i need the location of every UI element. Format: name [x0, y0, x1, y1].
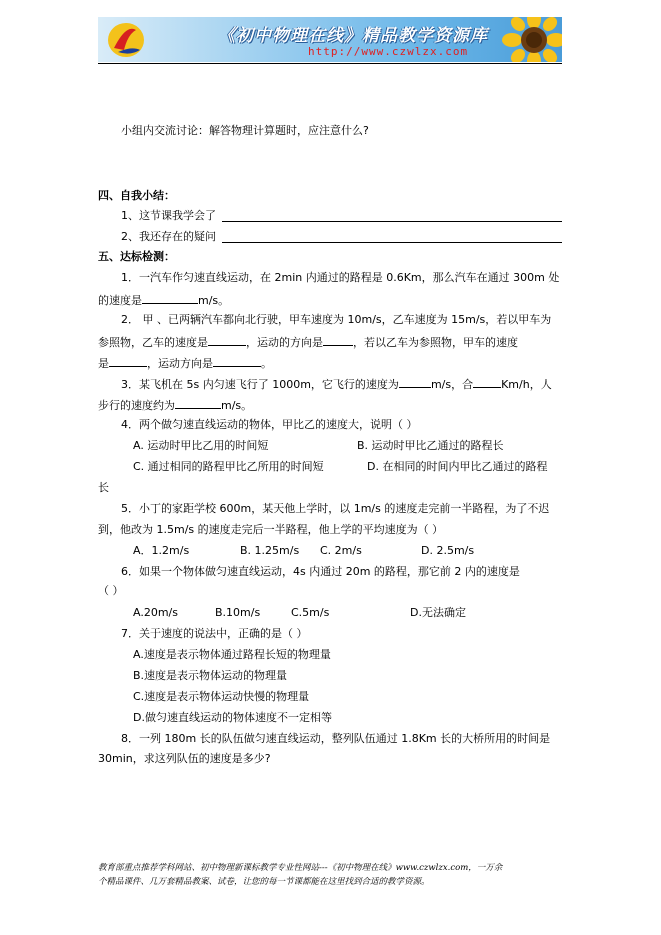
q3-answer-blank-3[interactable]: [175, 397, 221, 409]
q7-option-b[interactable]: B.速度是表示物体运动的物理量: [133, 669, 288, 682]
q6-line-1: 6．如果一个物体做匀速直线运动，4s 内通过 20m 的路程，那它前 2 内的速度是: [121, 565, 520, 578]
q6-option-c[interactable]: C.5m/s: [291, 606, 330, 619]
q7-option-c[interactable]: C.速度是表示物体运动快慢的物理量: [133, 690, 310, 703]
q2-text-6: 。: [261, 357, 272, 370]
footer-line-1: 教育部重点推荐学科网站、初中物理新课标教学专业性网站---《初中物理在线》www.czwlzx.com，一万余: [98, 863, 503, 873]
q2-answer-blank-1[interactable]: [208, 334, 246, 346]
q4-option-a[interactable]: A. 运动时甲比乙用的时间短: [133, 439, 269, 452]
q2-text-4: 是: [98, 357, 109, 370]
footer-line-2: 个精品课件、几万套精品教案、试卷，让您的每一节课都能在这里找到合适的教学资源。: [98, 877, 430, 887]
section4-heading: 四、自我小结：: [98, 189, 175, 202]
section5-heading: 五、达标检测：: [98, 250, 175, 263]
q5-line-2: 到，他改为 1.5m/s 的速度走完后一半路程，他上学的平均速度为（ ）: [98, 523, 444, 536]
q7-option-d[interactable]: D.做匀速直线运动的物体速度不一定相等: [133, 711, 332, 724]
q6-option-a[interactable]: A.20m/s: [133, 606, 178, 619]
q6-line-2: （ ）: [98, 584, 124, 597]
summary-answer-line-2[interactable]: [222, 242, 562, 243]
q2-text-1: 参照物，乙车的速度是: [98, 336, 208, 349]
header-divider: [98, 63, 562, 64]
q3-text-4: 步行的速度约为: [98, 399, 175, 412]
q6-option-b[interactable]: B.10m/s: [215, 606, 261, 619]
q3-line-1: [121, 376, 552, 392]
q1-line-2: [98, 292, 229, 308]
q3-text-5: m/s。: [221, 399, 253, 412]
q4-option-c[interactable]: C. 通过相同的路程甲比乙所用的时间短: [133, 460, 324, 473]
site-banner: [98, 17, 562, 62]
q1-unit: m/s。: [198, 294, 230, 307]
q2-answer-blank-3[interactable]: [109, 355, 147, 367]
q2-line-1: 2． 甲 、已两辆汽车都向北行驶，甲车速度为 10m/s，乙车速度为 15m/s，若以甲车为: [121, 313, 552, 326]
q8-line-1: 8．一列 180m 长的队伍做匀速直线运动，整列队伍通过 1.8Km 长的大桥所用的时间是: [121, 732, 551, 745]
q7-stem: 7．关于速度的说法中，正确的是（ ）: [121, 627, 308, 640]
banner-title: 《初中物理在线》精品教学资源库: [218, 26, 488, 46]
summary-item-1: 1、这节课我学会了: [121, 209, 216, 222]
q3-text-2: m/s，合: [430, 378, 474, 391]
q3-text-3: Km/h，人: [501, 378, 552, 391]
q4-option-d[interactable]: D. 在相同的时间内甲比乙通过的路程: [367, 460, 548, 473]
q6-option-d[interactable]: D.无法确定: [410, 606, 466, 619]
q3-answer-blank-2[interactable]: [473, 376, 501, 388]
q1-line-1: 1．一汽车作匀速直线运动，在 2min 内通过的路程是 0.6Km，那么汽车在通过 300m 处: [121, 271, 560, 284]
q2-text-5: ，运动方向是: [147, 357, 213, 370]
q3-text-1: 3．某飞机在 5s 内匀速飞行了 1000m，它飞行的速度为: [121, 378, 399, 391]
q2-text-3: ，若以乙车为参照物，甲车的速度: [353, 336, 518, 349]
q5-line-1: 5．小丁的家距学校 600m，某天他上学时，以 1m/s 的速度走完前一半路程，为了不迟: [121, 502, 550, 515]
q3-answer-blank-1[interactable]: [399, 376, 431, 388]
summary-answer-line-1[interactable]: [222, 221, 562, 222]
q5-option-a[interactable]: A．1.2m/s: [133, 544, 190, 557]
site-logo-icon: [106, 20, 146, 60]
q7-option-a[interactable]: A.速度是表示物体通过路程长短的物理量: [133, 648, 331, 661]
q2-text-2: ，运动的方向是: [246, 336, 323, 349]
banner-url[interactable]: http://www.czwlzx.com: [308, 45, 469, 58]
q8-line-2: 30min，求这列队伍的速度是多少?: [98, 752, 271, 765]
q4-option-d-continued: 长: [98, 481, 109, 494]
summary-item-2: 2、我还存在的疑问: [121, 230, 216, 243]
q1-label: 的速度是: [98, 294, 142, 307]
q4-stem: 4．两个做匀速直线运动的物体，甲比乙的速度大，说明（ ）: [121, 418, 418, 431]
q2-line-2: [98, 334, 518, 350]
sunflower-icon: [500, 17, 562, 62]
q2-answer-blank-2[interactable]: [323, 334, 353, 346]
q3-line-2: [98, 397, 252, 413]
q5-option-d[interactable]: D. 2.5m/s: [421, 544, 475, 557]
discussion-prompt: 小组内交流讨论：解答物理计算题时，应注意什么?: [121, 124, 369, 137]
q5-option-c[interactable]: C. 2m/s: [320, 544, 362, 557]
q2-line-3: [98, 355, 272, 371]
q5-option-b[interactable]: B. 1.25m/s: [240, 544, 300, 557]
q2-answer-blank-4[interactable]: [213, 355, 261, 367]
q4-option-b[interactable]: B. 运动时甲比乙通过的路程长: [357, 439, 504, 452]
q1-answer-blank[interactable]: [142, 292, 198, 304]
